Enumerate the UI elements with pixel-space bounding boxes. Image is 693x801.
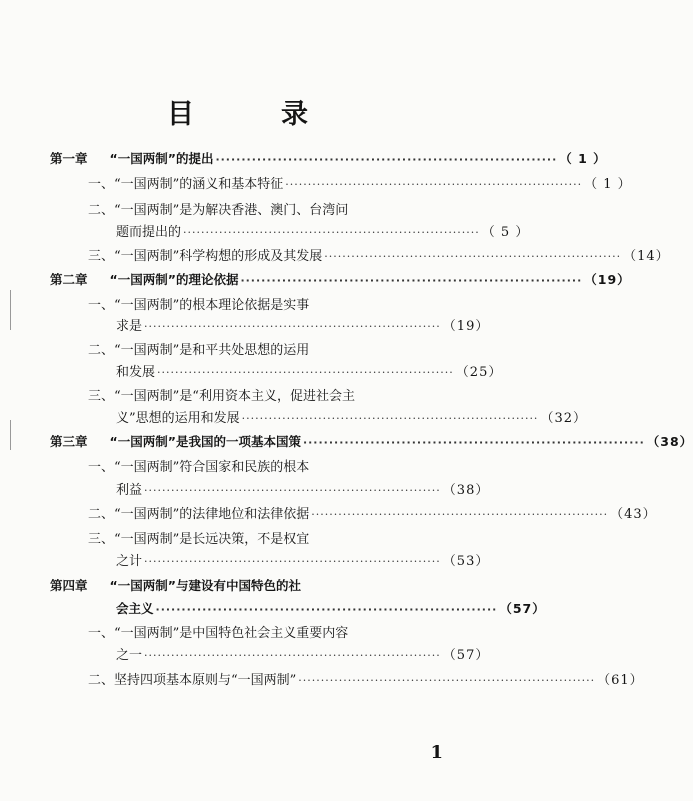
entry-text: 之计 [116,554,143,569]
page-ref: （32） [540,411,587,426]
toc-chapter-continued[interactable] [116,600,546,619]
toc-entry-continued[interactable] [116,318,490,336]
toc-entry[interactable] [88,297,455,315]
toc-entry-continued[interactable] [116,224,530,242]
entry-text: 义”思想的运用和发展 [116,411,240,426]
toc-entry[interactable] [88,388,455,406]
page-ref: （38） [646,434,693,449]
toc-entry-continued[interactable] [116,482,490,500]
dot-leader: ·································································· [240,274,583,287]
toc-entry[interactable] [88,248,670,266]
dot-leader: ·································································· [144,555,441,568]
toc-entry[interactable] [88,506,657,524]
toc-entry[interactable] [88,531,455,549]
entry-text: 三、“一国两制”科学构想的形成及其发展 [88,249,323,264]
dot-leader: ·································································· [144,484,441,497]
toc-chapter-3[interactable] [50,433,693,452]
entry-text: 和发展 [116,365,156,380]
entry-text: 二、“一国两制”是为解决香港、澳门、台湾问 [88,203,349,218]
dot-leader: ·································································· [215,153,558,166]
entry-text: 一、“一国两制”的涵义和基本特征 [88,177,284,192]
toc-entry[interactable] [88,176,632,194]
page-ref: （ 5 ） [481,225,530,240]
page-ref: （19） [442,319,490,334]
page-ref: （14） [623,249,670,264]
page-ref: （38） [442,483,490,498]
entry-text: 一、“一国两制”的根本理论依据是实事 [88,298,310,313]
toc-chapter-1[interactable] [50,150,607,169]
toc-entry[interactable] [88,672,644,690]
entry-text: 一、“一国两制”符合国家和民族的根本 [88,460,310,475]
dot-leader: ·································································· [298,674,596,687]
scan-margin-mark [10,420,11,450]
page-ref: （57） [442,648,490,663]
chapter-number: 第四章 [50,578,88,593]
dot-leader: ·································································· [324,250,622,263]
entry-text: 二、“一国两制”的法律地位和法律依据 [88,507,310,522]
page-ref: （61） [597,673,644,688]
dot-leader: ·································································· [302,436,645,449]
toc-chapter-2[interactable] [50,271,631,290]
dot-leader: ·································································· [144,320,441,333]
entry-text: 三、“一国两制”是“利用资本主义，促进社会主 [88,389,355,404]
dot-leader: ·································································· [157,366,454,379]
dot-leader: ·································································· [241,412,539,425]
toc-entry-continued[interactable] [116,364,503,382]
toc-entry-continued[interactable] [116,647,490,665]
dot-leader: ·································································· [285,178,583,191]
toc-entry-continued[interactable] [116,553,490,571]
chapter-title: “一国两制”的提出 [109,151,214,166]
page-ref: （57） [499,601,546,616]
page-ref: （43） [610,507,657,522]
chapter-number: 第一章 [50,151,88,166]
chapter-title: 会主义 [116,601,154,616]
page-ref: （53） [442,554,490,569]
entry-text: 求是 [116,319,143,334]
dot-leader: ·································································· [155,603,498,616]
toc-entry[interactable] [88,459,455,477]
page-ref: （19） [584,272,631,287]
chapter-title: “一国两制”的理论依据 [109,272,239,287]
entry-text: 之一 [116,648,143,663]
page-number: 1 [430,742,443,763]
dot-leader: ·································································· [183,226,480,239]
entry-text: 利益 [116,483,143,498]
entry-text: 二、坚持四项基本原则与“一国两制” [88,673,297,688]
dot-leader: ·································································· [311,508,609,521]
chapter-title: “一国两制”是我国的一项基本国策 [109,434,301,449]
entry-text: 一、“一国两制”是中国特色社会主义重要内容 [88,626,349,641]
scan-margin-mark [10,290,11,330]
page-ref: （25） [455,365,503,380]
toc-entry[interactable] [88,342,455,360]
page-ref: （ 1 ） [559,151,607,166]
page-title: 目 录 [167,99,338,130]
chapter-title: “一国两制”与建设有中国特色的社 [109,578,301,593]
entry-text: 题而提出的 [116,225,182,240]
page-ref: （ 1 ） [584,177,632,192]
toc-entry-continued[interactable] [116,410,587,428]
entry-text: 二、“一国两制”是和平共处思想的运用 [88,343,310,358]
dot-leader: ·································································· [144,649,441,662]
entry-text: 三、“一国两制”是长远决策，不是权宜 [88,532,310,547]
toc-chapter-4[interactable] [50,577,455,595]
toc-entry[interactable] [88,625,455,643]
toc-entry[interactable] [88,202,455,220]
chapter-number: 第二章 [50,272,88,287]
chapter-number: 第三章 [50,434,88,449]
